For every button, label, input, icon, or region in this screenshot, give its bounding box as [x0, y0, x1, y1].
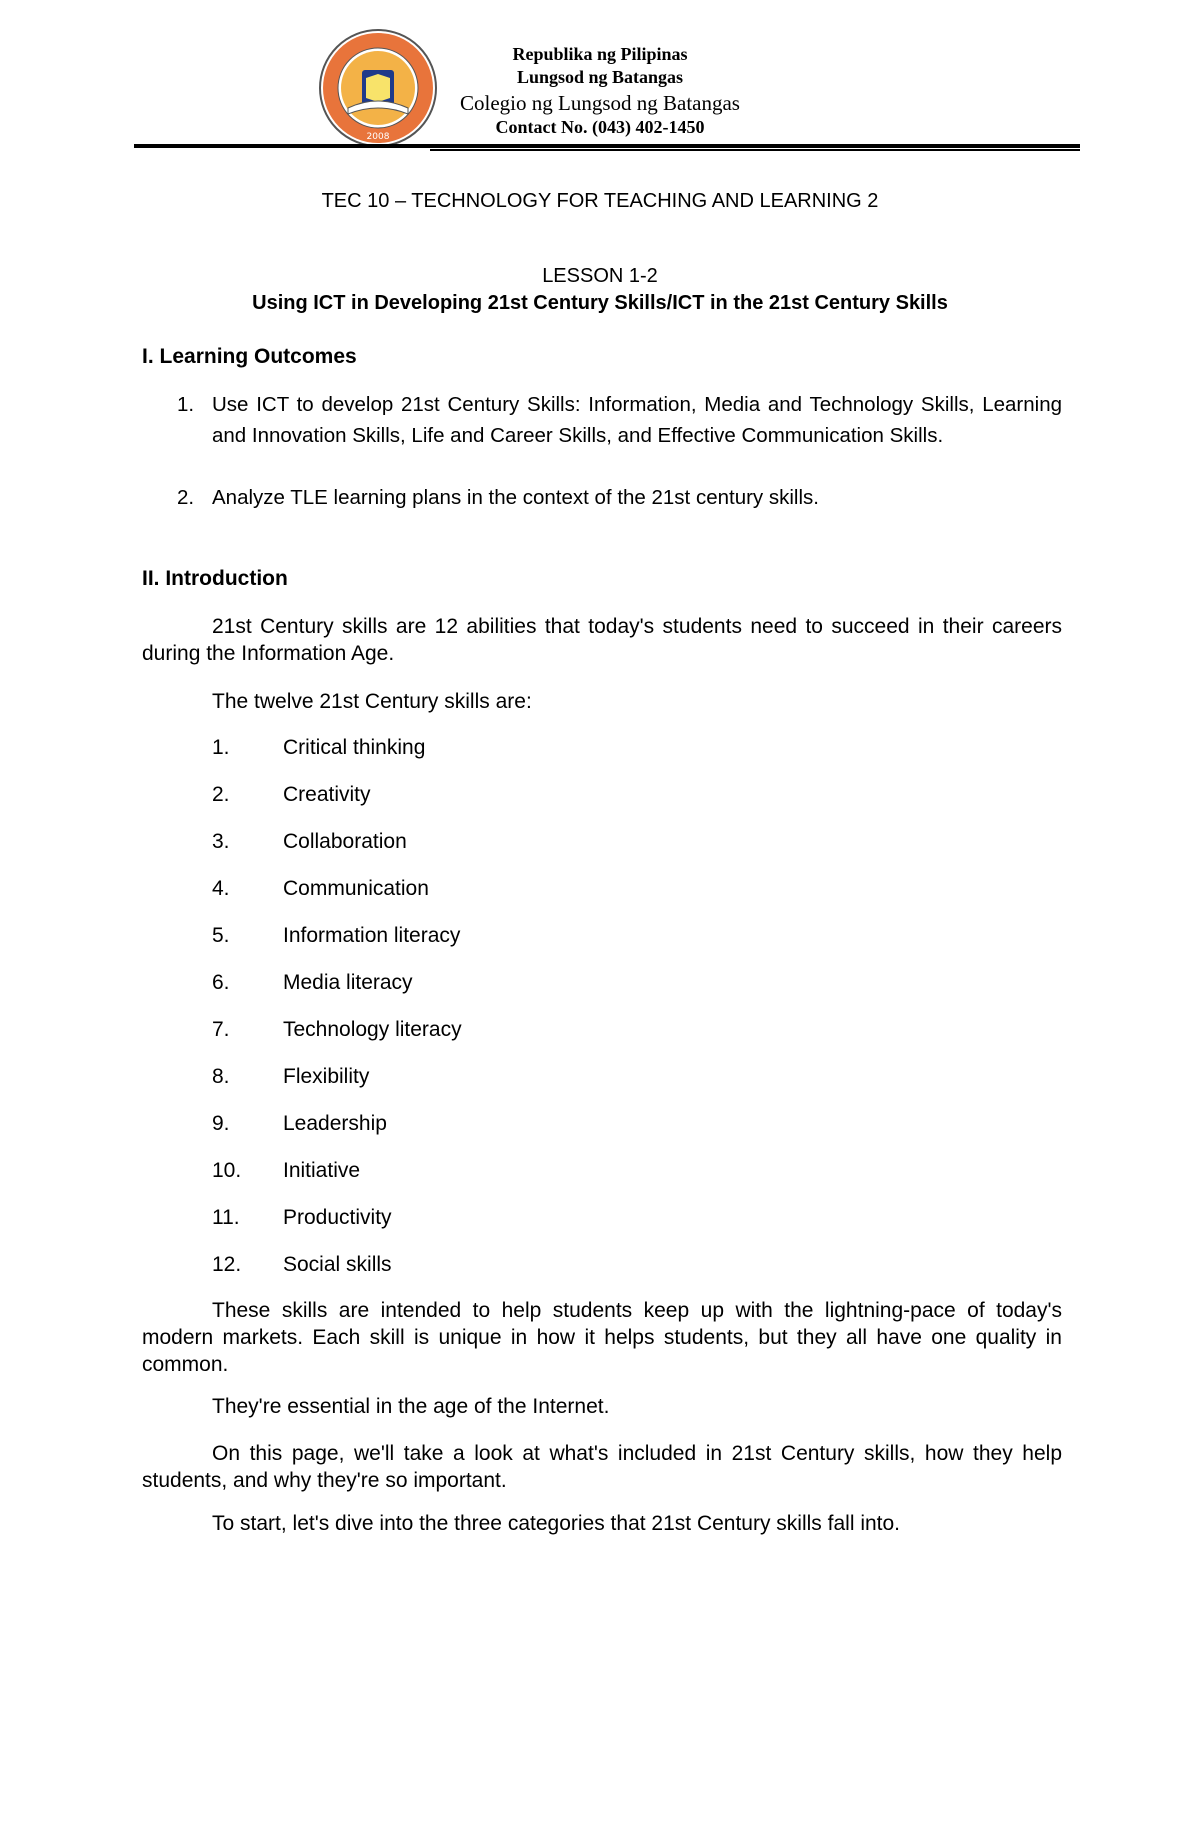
skill-number: 3.: [212, 830, 230, 853]
outcome-item: [142, 389, 1062, 451]
skill-name: Creativity: [283, 783, 371, 806]
skill-name: Information literacy: [283, 924, 461, 947]
skill-list-item: [212, 1065, 369, 1089]
page-overview-paragraph: On this page, we'll take a look at what's included in 21st Century skills, how they help students, and why they're so important.: [142, 1442, 1062, 1492]
outcome-text: Analyze TLE learning plans in the context of the 21st century skills.: [212, 486, 819, 509]
skill-list-item: [212, 1159, 360, 1183]
letterhead-contact: Contact No. (043) 402-1450: [495, 117, 705, 137]
skill-list-item: [212, 736, 425, 760]
skill-list-item: [212, 924, 460, 948]
skill-name: Technology literacy: [283, 1018, 462, 1041]
skill-name: Initiative: [283, 1159, 361, 1182]
learning-outcomes-heading: I. Learning Outcomes: [142, 345, 357, 368]
skill-number: 6.: [212, 971, 230, 994]
skill-number: 2.: [212, 783, 230, 806]
skill-list-item: [212, 1253, 392, 1277]
outcome-text: Use ICT to develop 21st Century Skills: Information, Media and Technology Skills, Learning and Innovation Skills, Life and Career Skills, and Effective Communication Skills.: [212, 393, 1062, 447]
outcome-item: [142, 482, 1062, 513]
skill-number: 10.: [212, 1159, 242, 1182]
skill-number: 5.: [212, 924, 230, 947]
skill-name: Flexibility: [283, 1065, 370, 1088]
outcome-number: 1.: [177, 393, 195, 416]
skill-name: Communication: [283, 877, 429, 900]
skill-name: Leadership: [283, 1112, 387, 1135]
skill-list-item: [212, 783, 371, 807]
essential-paragraph: They're essential in the age of the Internet.: [212, 1395, 610, 1418]
letterhead-divider: [134, 144, 1080, 148]
skill-number: 9.: [212, 1112, 230, 1135]
outcome-number: 2.: [177, 486, 195, 509]
letterhead-school-name: Colegio ng Lungsod ng Batangas: [460, 91, 740, 115]
intro-paragraph: 21st Century skills are 12 abilities that today's students need to succeed in their careers during the Information Age.: [142, 615, 1062, 665]
skill-number: 11.: [212, 1206, 240, 1229]
letterhead-divider-thin: [430, 149, 1080, 151]
skill-name: Media literacy: [283, 971, 413, 994]
skill-number: 4.: [212, 877, 230, 900]
skill-name: Critical thinking: [283, 736, 426, 759]
skill-name: Collaboration: [283, 830, 407, 853]
skills-list-lead: The twelve 21st Century skills are:: [212, 690, 532, 713]
skill-number: 12.: [212, 1253, 242, 1276]
course-title: TEC 10 – TECHNOLOGY FOR TEACHING AND LEARNING 2: [321, 190, 879, 212]
letterhead-city: Lungsod ng Batangas: [516, 67, 684, 87]
categories-lead-paragraph: To start, let's dive into the three categories that 21st Century skills fall into.: [212, 1512, 901, 1535]
introduction-heading: II. Introduction: [142, 567, 288, 590]
skill-list-item: [212, 971, 413, 995]
letterhead-republic: Republika ng Pilipinas: [512, 44, 688, 64]
lesson-title: Using ICT in Developing 21st Century Skills/ICT in the 21st Century Skills: [252, 292, 948, 314]
skill-list-item: [212, 1206, 392, 1230]
skill-list-item: [212, 1112, 387, 1136]
skill-number: 8.: [212, 1065, 230, 1088]
skill-number: 7.: [212, 1018, 230, 1041]
skill-name: Social skills: [283, 1253, 392, 1276]
skill-name: Productivity: [283, 1206, 392, 1229]
skill-list-item: [212, 1018, 462, 1042]
skill-list-item: [212, 830, 407, 854]
svg-text:2008: 2008: [366, 132, 390, 142]
lesson-number: LESSON 1-2: [542, 265, 658, 287]
skill-number: 1.: [212, 736, 230, 759]
skills-purpose-paragraph: These skills are intended to help students keep up with the lightning-pace of today's modern markets. Each skill is unique in how it helps students, but they all have one quality in common.: [142, 1299, 1062, 1376]
skill-list-item: [212, 877, 429, 901]
